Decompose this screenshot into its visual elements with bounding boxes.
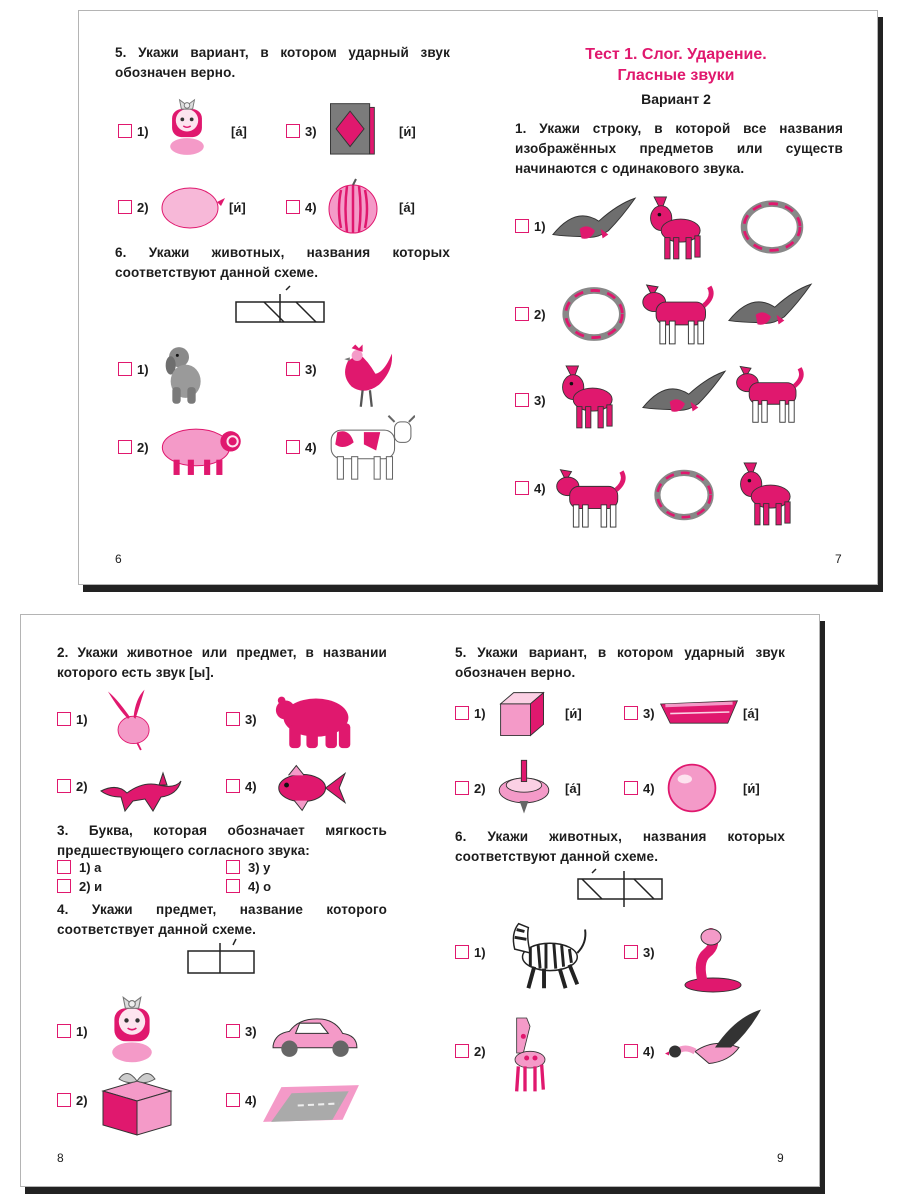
eagle-image <box>641 369 727 427</box>
page-number: 7 <box>835 552 842 566</box>
option-label: 3) <box>245 712 257 727</box>
answer-checkbox[interactable] <box>515 393 529 407</box>
answer-checkbox[interactable] <box>226 1024 240 1038</box>
sound-transcription: [и́] <box>229 200 246 215</box>
donkey-image <box>559 357 621 435</box>
eagle-image <box>551 195 637 255</box>
answer-checkbox[interactable] <box>286 200 300 214</box>
syllable-scheme <box>576 871 666 911</box>
question-5-prompt <box>455 643 785 683</box>
option-label: 3) <box>305 362 317 377</box>
option-label: 2) <box>137 200 149 215</box>
donkey-image <box>647 189 709 265</box>
answer-checkbox[interactable] <box>286 124 300 138</box>
watermelon-image <box>323 175 383 237</box>
option-label: 1) <box>137 124 149 139</box>
question-number: 5. <box>455 645 467 660</box>
page-number: 6 <box>115 552 122 566</box>
hoop-image <box>739 199 805 255</box>
option-label: 4) <box>305 200 317 215</box>
answer-checkbox[interactable] <box>57 1024 71 1038</box>
sound-transcription: [и́] <box>565 706 582 721</box>
option-label: 2) и <box>79 879 103 894</box>
fox-image <box>95 763 189 813</box>
doll-image <box>99 987 165 1067</box>
answer-checkbox[interactable] <box>455 706 469 720</box>
option-label: 3) <box>245 1024 257 1039</box>
option-label: 1) <box>474 945 486 960</box>
hoop-image <box>653 467 715 523</box>
option-label: 3) <box>305 124 317 139</box>
sound-transcription: [и́] <box>399 124 416 139</box>
question-6-prompt <box>455 827 785 867</box>
question-number: 4. <box>57 902 69 917</box>
doll-image <box>159 89 215 161</box>
question-number: 2. <box>57 645 69 660</box>
test-title-line: Гласные звуки <box>617 66 735 84</box>
option-label: 3) <box>534 393 546 408</box>
answer-checkbox[interactable] <box>118 440 132 454</box>
answer-checkbox[interactable] <box>455 781 469 795</box>
answer-checkbox[interactable] <box>515 307 529 321</box>
answer-checkbox[interactable] <box>286 440 300 454</box>
top-page-spread <box>78 10 878 585</box>
option-label: 1) <box>474 706 486 721</box>
answer-checkbox[interactable] <box>57 1093 71 1107</box>
answer-checkbox[interactable] <box>57 879 71 893</box>
gift-box-image <box>97 1067 177 1137</box>
option-label: 3) <box>643 945 655 960</box>
lemon-image <box>157 181 227 233</box>
answer-checkbox[interactable] <box>226 779 240 793</box>
answer-checkbox[interactable] <box>515 481 529 495</box>
spinning-top-image <box>493 753 555 819</box>
option-label: 4) <box>534 481 546 496</box>
answer-checkbox[interactable] <box>624 1044 638 1058</box>
ball-image <box>665 761 719 815</box>
question-number: 1. <box>515 121 527 136</box>
question-number: 5. <box>115 45 127 60</box>
test-title-line: Тест 1. Слог. Ударение. <box>585 46 767 63</box>
answer-checkbox[interactable] <box>118 362 132 376</box>
option-label: 4) <box>643 1044 655 1059</box>
question-4-prompt <box>57 900 387 940</box>
answer-checkbox[interactable] <box>57 860 71 874</box>
question-text: Буква, которая обозначает мягкость предшествующего согласного звука: <box>57 823 387 858</box>
question-5-prompt <box>115 43 450 83</box>
dog-image <box>733 357 805 429</box>
question-number: 6. <box>455 829 467 844</box>
question-text: Укажи строку, в которой все названия изображённых предметов или существ начинаются с одинакового звука. <box>515 121 843 176</box>
option-label: 4) о <box>248 879 272 894</box>
option-label: 1) а <box>79 860 102 875</box>
syllable-scheme <box>234 286 326 326</box>
option-label: 4) <box>643 781 655 796</box>
answer-checkbox[interactable] <box>226 712 240 726</box>
car-image <box>269 1015 361 1061</box>
cube-image <box>495 687 551 743</box>
page-number: 8 <box>57 1151 64 1165</box>
answer-checkbox[interactable] <box>57 712 71 726</box>
road-image <box>261 1081 363 1127</box>
question-text: Укажи предмет, название которого соответствует данной схеме. <box>57 902 387 937</box>
option-label: 2) <box>534 307 546 322</box>
option-label: 1) <box>137 362 149 377</box>
dog-image <box>553 461 627 533</box>
option-label: 1) <box>534 219 546 234</box>
answer-checkbox[interactable] <box>624 706 638 720</box>
answer-checkbox[interactable] <box>118 124 132 138</box>
option-label: 2) <box>76 779 88 794</box>
answer-checkbox[interactable] <box>226 1093 240 1107</box>
option-label: 2) <box>137 440 149 455</box>
answer-checkbox[interactable] <box>455 945 469 959</box>
answer-checkbox[interactable] <box>624 781 638 795</box>
rooster-image <box>337 341 401 413</box>
option-label: 3) <box>643 706 655 721</box>
answer-checkbox[interactable] <box>226 879 240 893</box>
boat-image <box>659 695 739 729</box>
eagle-image <box>727 281 813 341</box>
book-image <box>323 93 379 161</box>
sheep-image <box>153 421 245 477</box>
donkey-image <box>737 453 799 533</box>
beet-image <box>97 685 161 751</box>
answer-checkbox[interactable] <box>455 1044 469 1058</box>
sound-transcription: [а́] <box>231 124 247 139</box>
cow-image <box>323 415 415 483</box>
bottom-page-spread <box>20 614 820 1187</box>
option-label: 4) <box>305 440 317 455</box>
answer-checkbox[interactable] <box>515 219 529 233</box>
hoop-image <box>561 285 627 343</box>
question-3-prompt <box>57 821 387 861</box>
sound-transcription: [а́] <box>743 706 759 721</box>
sound-transcription: [а́] <box>565 781 581 796</box>
question-1-prompt <box>515 119 843 179</box>
cobra-image <box>677 925 747 995</box>
answer-checkbox[interactable] <box>118 200 132 214</box>
option-label: 4) <box>245 1093 257 1108</box>
page-number: 9 <box>777 1151 784 1165</box>
test-title <box>511 45 841 87</box>
option-label: 3) у <box>248 860 271 875</box>
bear-image <box>271 689 359 751</box>
question-number: 6. <box>115 245 127 260</box>
option-label: 1) <box>76 712 88 727</box>
answer-checkbox[interactable] <box>57 779 71 793</box>
question-text: Укажи вариант, в котором ударный звук обозначен верно. <box>455 645 785 680</box>
question-text: Укажи животное или предмет, в названии которого есть звук [ы]. <box>57 645 387 680</box>
question-text: Укажи вариант, в котором ударный звук обозначен верно. <box>115 45 450 80</box>
dog-image <box>639 277 715 349</box>
sound-transcription: [и́] <box>743 781 760 796</box>
variant-heading: Вариант 2 <box>641 91 711 107</box>
goose-image <box>665 1007 765 1083</box>
option-label: 4) <box>245 779 257 794</box>
answer-checkbox[interactable] <box>286 362 300 376</box>
question-6-prompt <box>115 243 450 283</box>
fish-image <box>269 763 347 813</box>
question-text: Укажи животных, названия которых соответствуют данной схеме. <box>115 245 450 280</box>
option-label: 2) <box>474 781 486 796</box>
option-label: 1) <box>76 1024 88 1039</box>
syllable-scheme <box>186 937 258 977</box>
question-2-prompt <box>57 643 387 683</box>
question-number: 3. <box>57 823 69 838</box>
zebra-image <box>501 913 589 993</box>
poodle-image <box>159 337 209 413</box>
answer-checkbox[interactable] <box>624 945 638 959</box>
question-text: Укажи животных, названия которых соответствуют данной схеме. <box>455 829 785 864</box>
answer-checkbox[interactable] <box>226 860 240 874</box>
sound-transcription: [а́] <box>399 200 415 215</box>
option-label: 2) <box>474 1044 486 1059</box>
giraffe-image <box>505 1005 555 1101</box>
option-label: 2) <box>76 1093 88 1108</box>
